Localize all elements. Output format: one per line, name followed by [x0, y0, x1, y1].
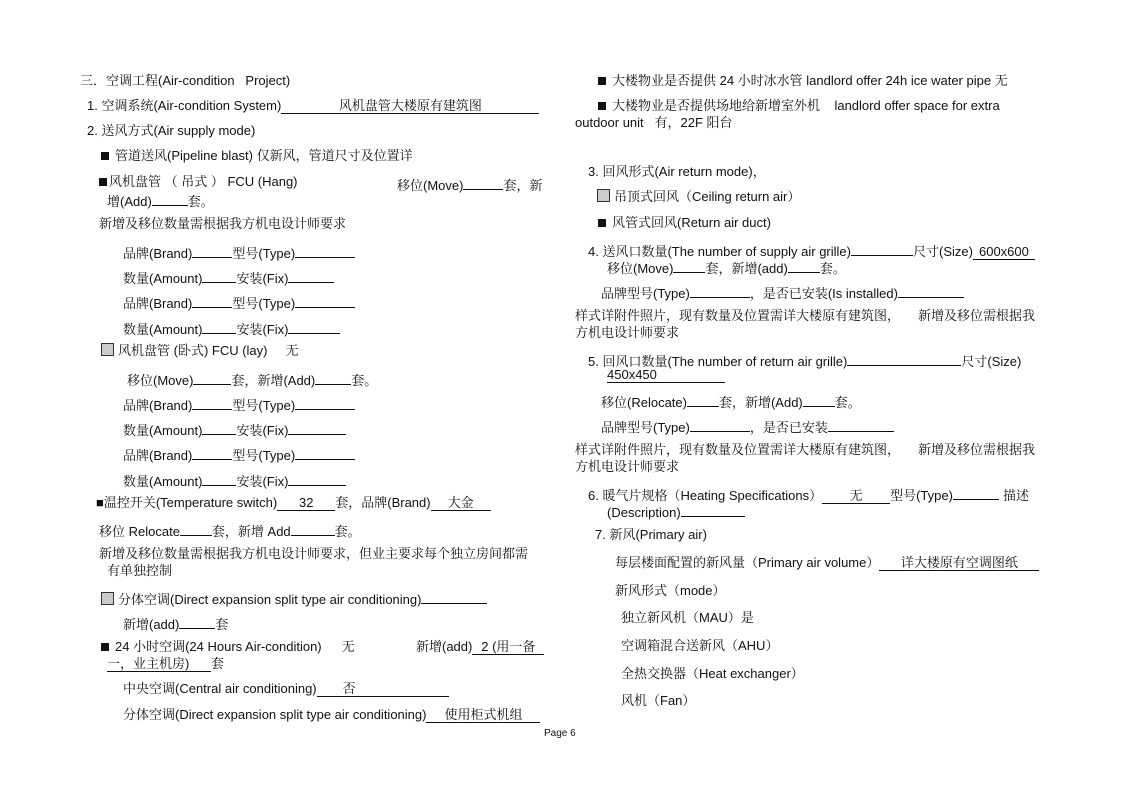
ac-system-line: 1. 空调系统(Air-condition System) 风机盘管大楼原有建筑图	[87, 98, 539, 114]
checked-box-icon[interactable]	[598, 102, 606, 110]
brand-field[interactable]	[192, 292, 232, 308]
brand-field[interactable]	[192, 444, 232, 460]
return-grille-qty-field[interactable]	[847, 350, 961, 366]
type-field[interactable]	[295, 394, 355, 410]
requirement-note: 新增及移位数量需根据我方机电设计师要求	[99, 216, 347, 231]
brand-type-row: 品牌(Brand) 型号(Type)	[123, 394, 355, 414]
note-1-cont: 方机电设计师要求	[575, 325, 680, 340]
heating-spec-line: 6. 暖气片规格（Heating Specifications） 无 型号(Type) 描述	[588, 484, 1029, 504]
outdoor-space-line: 大楼物业是否提供场地给新增室外机 landlord offer space for extra	[598, 98, 1000, 114]
supply-move-field[interactable]	[673, 257, 705, 273]
note-2: 样式详附件照片，现有数量及位置需详大楼原有建筑图， 新增及移位需根据我	[575, 442, 1036, 457]
ahu-option: 空调箱混合送新风（AHU）	[621, 638, 779, 653]
fcu-lay-move-line: 移位(Move) 套，新增(Add) 套。	[127, 369, 377, 389]
supply-grille-move-line: 移位(Move) 套，新增(add) 套。	[607, 257, 846, 277]
fcu-hang-move-field[interactable]	[463, 174, 503, 190]
temp-switch-brand-field[interactable]: 大金	[431, 495, 491, 511]
primary-air-mode: 新风形式（mode）	[615, 583, 726, 598]
fix-field[interactable]	[288, 470, 346, 486]
fix-field[interactable]	[288, 318, 340, 334]
supply-mode-heading: 2. 送风方式(Air supply mode)	[87, 123, 256, 138]
fan-option: 风机（Fan）	[621, 693, 696, 708]
split-ac-2-line: 分体空调(Direct expansion split type air conditioning) 使用柜式机组	[123, 707, 540, 723]
fcu-hang-line: 风机盘管 （ 吊式 ） FCU (Hang)	[99, 174, 298, 190]
temp-switch-qty-field[interactable]: 32	[277, 495, 335, 511]
return-installed-field[interactable]	[828, 416, 894, 432]
fcu-hang-add-line: 增(Add) 套。	[107, 190, 214, 210]
relocate-line: 移位 Relocate 套，新增 Add 套。	[99, 520, 361, 540]
amount-field[interactable]	[202, 419, 236, 435]
note-1: 样式详附件照片，现有数量及位置需详大楼原有建筑图， 新增及移位需根据我	[575, 308, 1036, 323]
split-ac-line: 分体空调(Direct expansion split type air conditioning)	[101, 588, 487, 608]
supply-installed-field[interactable]	[898, 282, 964, 298]
supply-add-field[interactable]	[788, 257, 820, 273]
ice-water-line: 大楼物业是否提供 24 小时冰水管 landlord offer 24h ice water pipe 无	[598, 73, 1008, 89]
move-field[interactable]	[193, 369, 231, 385]
return-grille-relocate-line: 移位(Relocate) 套，新增(Add) 套。	[601, 391, 861, 411]
supply-grille-line: 4. 送风口数量(The number of supply air grille) 尺寸(Size) 600x600	[588, 240, 1035, 260]
type-field[interactable]	[295, 242, 355, 258]
return-relocate-field[interactable]	[687, 391, 719, 407]
ac-system-field[interactable]: 风机盘管大楼原有建筑图	[281, 98, 539, 114]
mau-option: 独立新风机（MAU）是	[621, 610, 754, 625]
page-number: Page 6	[544, 728, 576, 739]
checked-box-icon[interactable]	[598, 219, 606, 227]
amount-fix-row: 数量(Amount) 安装(Fix)	[123, 267, 334, 287]
ac-24h-add-field-cont[interactable]: 一，业主机房)	[107, 656, 211, 672]
amount-fix-row: 数量(Amount) 安装(Fix)	[123, 470, 346, 490]
return-add-field[interactable]	[803, 391, 835, 407]
fcu-hang-move-line: 移位(Move) 套，新	[397, 174, 542, 194]
split-ac-add-line: 新增(add) 套	[123, 613, 228, 633]
supply-grille-qty-field[interactable]	[851, 240, 913, 256]
return-duct-line: 风管式回风(Return air duct)	[598, 215, 771, 231]
ac-24h-add-line: 新增(add) 2 (用一备	[416, 639, 544, 655]
return-grille-line: 5. 回风口数量(The number of return air grille) 尺寸(Size)	[588, 350, 1021, 370]
brand-type-row: 品牌(Brand) 型号(Type)	[123, 242, 355, 262]
amount-field[interactable]	[202, 318, 236, 334]
relocate-field[interactable]	[180, 520, 212, 536]
central-ac-line: 中央空调(Central air conditioning) 否	[123, 681, 449, 697]
primary-air-heading: 7. 新风(Primary air)	[595, 527, 707, 542]
split-ac-2-field[interactable]: 使用柜式机组	[426, 707, 540, 723]
fcu-hang-add-field[interactable]	[152, 190, 188, 206]
relocate-add-field[interactable]	[291, 520, 335, 536]
fix-field[interactable]	[288, 419, 346, 435]
checkbox-icon[interactable]	[101, 592, 114, 605]
supply-grille-size-field[interactable]: 600x600	[973, 244, 1035, 260]
supply-brand-line: 品牌型号(Type) ，是否已安装(Is installed)	[601, 282, 964, 302]
return-grille-size-field[interactable]: 450x450	[607, 367, 725, 383]
type-field[interactable]	[295, 292, 355, 308]
split-add-field[interactable]	[179, 613, 215, 629]
return-grille-size-line	[607, 367, 725, 383]
checked-box-icon[interactable]	[101, 152, 109, 160]
ac-24h-cont-line: 一，业主机房) 套	[107, 656, 225, 671]
amount-fix-row: 数量(Amount) 安装(Fix)	[123, 318, 340, 338]
checked-box-icon[interactable]	[99, 178, 107, 186]
split-ac-field[interactable]	[421, 588, 487, 604]
supply-brand-field[interactable]	[690, 282, 750, 298]
ac-24h-line: 24 小时空调(24 Hours Air-condition) 无	[101, 639, 355, 655]
return-brand-line: 品牌型号(Type) ，是否已安装	[601, 416, 894, 436]
checkbox-icon[interactable]	[101, 343, 114, 356]
fcu-lay-line: 风机盘管 (卧式) FCU (lay) 无	[101, 343, 299, 359]
requirement-note-2: 新增及移位数量需根据我方机电设计师要求，但业主要求每个独立房间都需	[99, 546, 529, 561]
central-ac-field[interactable]: 否	[317, 681, 449, 697]
heating-type-field[interactable]	[953, 484, 999, 500]
amount-field[interactable]	[202, 267, 236, 283]
brand-type-row: 品牌(Brand) 型号(Type)	[123, 444, 355, 464]
brand-field[interactable]	[192, 242, 232, 258]
checked-box-icon[interactable]	[101, 643, 109, 651]
type-field[interactable]	[295, 444, 355, 460]
requirement-note-2-cont: 有单独控制	[107, 563, 173, 578]
primary-air-volume-line: 每层楼面配置的新风量（Primary air volume） 详大楼原有空调图纸	[615, 555, 1039, 571]
outdoor-space-cont: outdoor unit 有，22F 阳台	[575, 115, 733, 130]
ceiling-return-line: 吊顶式回风（Ceiling return air）	[597, 189, 800, 205]
note-2-cont: 方机电设计师要求	[575, 459, 680, 474]
heating-spec-field[interactable]: 无	[822, 488, 890, 504]
amount-field[interactable]	[202, 470, 236, 486]
checked-box-icon[interactable]	[598, 77, 606, 85]
return-mode-heading: 3. 回风形式(Air return mode)，	[588, 164, 766, 179]
heating-desc-field[interactable]	[681, 501, 745, 517]
section-heading: 三．空调工程(Air-condition Project)	[80, 73, 291, 88]
pipeline-blast-line: 管道送风(Pipeline blast) 仅新风，管道尺寸及位置详	[101, 148, 413, 164]
ac-24h-add-field[interactable]: 2 (用一备	[472, 639, 544, 655]
brand-field[interactable]	[192, 394, 232, 410]
primary-air-volume-field[interactable]: 详大楼原有空调图纸	[879, 555, 1039, 571]
heating-desc-line: (Description)	[607, 501, 745, 521]
return-brand-field[interactable]	[690, 416, 750, 432]
add-field[interactable]	[315, 369, 351, 385]
brand-type-row: 品牌(Brand) 型号(Type)	[123, 292, 355, 312]
fix-field[interactable]	[288, 267, 334, 283]
heat-exchanger-option: 全热交换器（Heat exchanger）	[621, 666, 804, 681]
temp-switch-line: ■温控开关(Temperature switch) 32 套，品牌(Brand) 大金	[96, 495, 491, 511]
amount-fix-row: 数量(Amount) 安装(Fix)	[123, 419, 346, 439]
checkbox-icon[interactable]	[597, 189, 610, 202]
